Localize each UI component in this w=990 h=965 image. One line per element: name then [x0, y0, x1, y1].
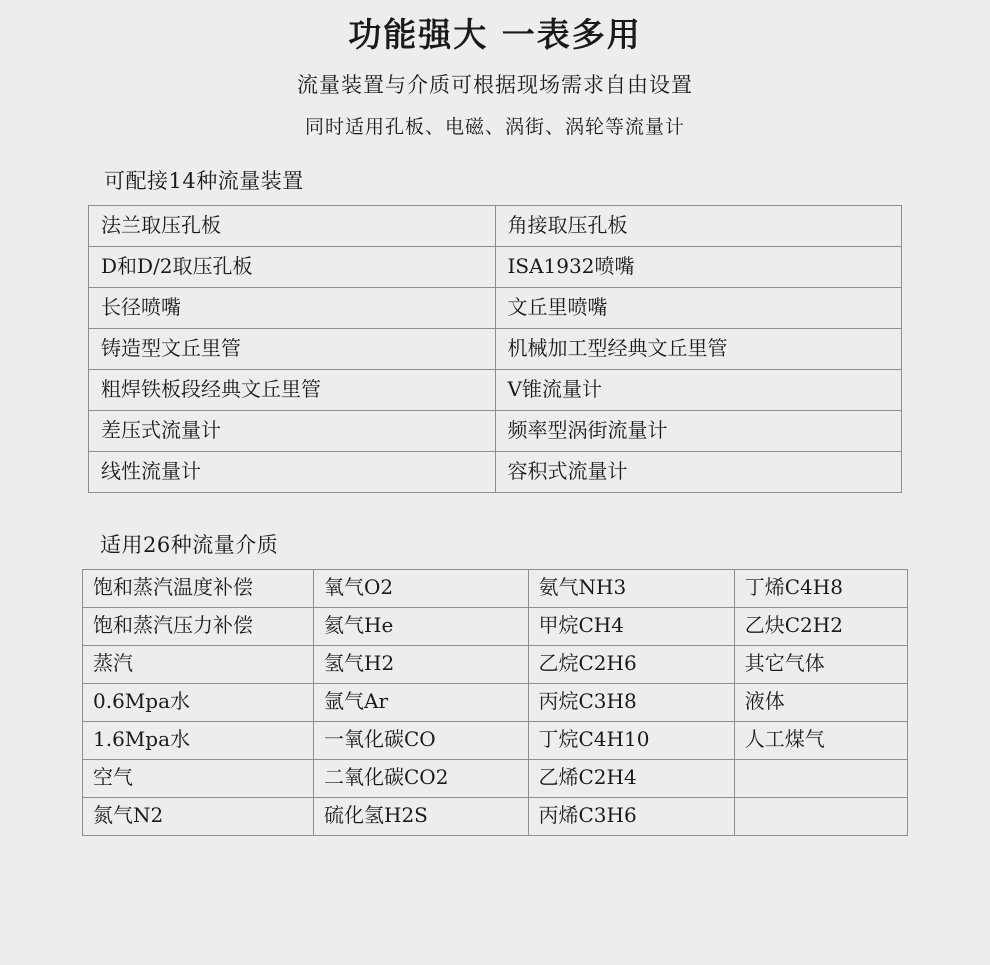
- table-cell: 角接取压孔板: [495, 205, 902, 246]
- table-cell: 二氧化碳CO2: [314, 759, 529, 797]
- table-cell: 长径喷嘴: [89, 287, 496, 328]
- table-cell: 频率型涡街流量计: [495, 410, 902, 451]
- table-cell: 丁烯C4H8: [734, 569, 907, 607]
- flow-devices-heading: 可配接14种流量装置: [104, 168, 304, 193]
- flow-media-table: [82, 569, 908, 836]
- table-row: [83, 683, 908, 721]
- table-cell: 机械加工型经典文丘里管: [495, 328, 902, 369]
- flow-devices-table-body: [89, 205, 902, 492]
- table-cell: 乙烷C2H6: [528, 645, 734, 683]
- table-row: [89, 410, 902, 451]
- hero-section: [0, 0, 990, 139]
- flow-media-section: [0, 529, 990, 836]
- table-cell: 其它气体: [734, 645, 907, 683]
- table-cell: 氦气He: [314, 607, 529, 645]
- table-cell: 丙烯C3H6: [528, 797, 734, 835]
- table-row: [83, 721, 908, 759]
- table-cell: 人工煤气: [734, 721, 907, 759]
- table-cell: 饱和蒸汽压力补偿: [83, 607, 314, 645]
- table-cell: 氨气NH3: [528, 569, 734, 607]
- table-row: [83, 607, 908, 645]
- flow-media-heading: 适用26种流量介质: [100, 532, 279, 557]
- table-cell: 氧气O2: [314, 569, 529, 607]
- table-cell: 文丘里喷嘴: [495, 287, 902, 328]
- table-row: [83, 569, 908, 607]
- table-cell: V锥流量计: [495, 369, 902, 410]
- table-cell: 氩气Ar: [314, 683, 529, 721]
- table-cell: 乙烯C2H4: [528, 759, 734, 797]
- table-cell: [734, 797, 907, 835]
- table-row: [89, 287, 902, 328]
- table-cell: 线性流量计: [89, 451, 496, 492]
- table-cell: 容积式流量计: [495, 451, 902, 492]
- table-row: [89, 328, 902, 369]
- table-row: [89, 451, 902, 492]
- table-cell: 丙烷C3H8: [528, 683, 734, 721]
- table-cell: 丁烷C4H10: [528, 721, 734, 759]
- hero-subtitle-secondary: 同时适用孔板、电磁、涡街、涡轮等流量计: [304, 115, 685, 138]
- table-cell: 一氧化碳CO: [314, 721, 529, 759]
- table-cell: 法兰取压孔板: [89, 205, 496, 246]
- table-cell: [734, 759, 907, 797]
- flow-media-table-body: [83, 569, 908, 835]
- table-cell: 硫化氢H2S: [314, 797, 529, 835]
- table-cell: 铸造型文丘里管: [89, 328, 496, 369]
- table-cell: 蒸汽: [83, 645, 314, 683]
- flow-devices-table: [88, 205, 902, 493]
- table-cell: ISA1932喷嘴: [495, 246, 902, 287]
- table-cell: 液体: [734, 683, 907, 721]
- table-row: [83, 759, 908, 797]
- table-cell: 差压式流量计: [89, 410, 496, 451]
- table-row: [83, 797, 908, 835]
- table-cell: 乙炔C2H2: [734, 607, 907, 645]
- table-cell: 氮气N2: [83, 797, 314, 835]
- hero-subtitle-primary: 流量装置与介质可根据现场需求自由设置: [297, 72, 693, 97]
- table-cell: 饱和蒸汽温度补偿: [83, 569, 314, 607]
- table-cell: 1.6Mpa水: [83, 721, 314, 759]
- flow-devices-section: [0, 165, 990, 493]
- table-cell: 粗焊铁板段经典文丘里管: [89, 369, 496, 410]
- table-row: [83, 645, 908, 683]
- page-title: 功能强大 一表多用: [348, 15, 642, 54]
- table-cell: D和D/2取压孔板: [89, 246, 496, 287]
- table-cell: 空气: [83, 759, 314, 797]
- table-row: [89, 246, 902, 287]
- table-cell: 0.6Mpa水: [83, 683, 314, 721]
- table-cell: 氢气H2: [314, 645, 529, 683]
- table-row: [89, 369, 902, 410]
- table-row: [89, 205, 902, 246]
- table-cell: 甲烷CH4: [528, 607, 734, 645]
